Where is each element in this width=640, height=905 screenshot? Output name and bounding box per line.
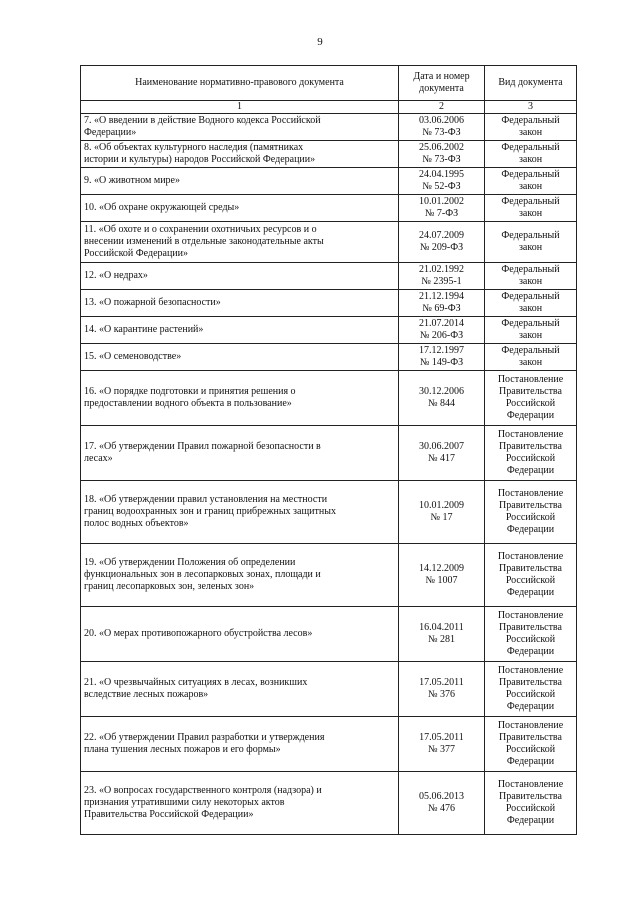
document-name-cell bbox=[81, 317, 399, 344]
cell-text-line: 21.07.2014 bbox=[419, 318, 464, 329]
cell-text-line: № 1007 bbox=[425, 575, 458, 586]
date-number-cell bbox=[399, 344, 485, 371]
cell-text-line: Российской bbox=[505, 575, 556, 586]
cell-text-line: закон bbox=[518, 154, 543, 165]
cell-text-line: Постановление bbox=[497, 374, 564, 385]
cell-text-line: Российской bbox=[505, 634, 556, 645]
document-type-cell bbox=[485, 168, 577, 195]
cell-text-line: № 69-ФЗ bbox=[422, 303, 461, 314]
document-type-cell bbox=[485, 195, 577, 222]
document-type-cell bbox=[485, 662, 577, 717]
cell-text-line: Постановление bbox=[497, 429, 564, 440]
cell-text-line: 21.12.1994 bbox=[419, 291, 464, 302]
page-number: 9 bbox=[317, 36, 323, 48]
document-type-cell bbox=[485, 481, 577, 544]
document-type-cell bbox=[485, 141, 577, 168]
cell-text-line: закон bbox=[518, 242, 543, 253]
cell-text-line: Федеральный bbox=[501, 196, 560, 207]
date-number-cell bbox=[399, 195, 485, 222]
legal-documents-table bbox=[80, 65, 577, 835]
document-name-cell bbox=[81, 717, 399, 772]
cell-text-line: Федеральный bbox=[501, 115, 560, 126]
cell-text-line: полос водных объектов» bbox=[84, 518, 189, 529]
cell-text-line: Федерации bbox=[506, 465, 555, 476]
document-name-cell bbox=[81, 168, 399, 195]
cell-text-line: № 417 bbox=[427, 453, 456, 464]
date-number-cell bbox=[399, 426, 485, 481]
cell-text-line: закон bbox=[518, 208, 543, 219]
cell-text-line: № 206-ФЗ bbox=[419, 330, 464, 341]
table-header-row bbox=[81, 66, 577, 101]
document-name-cell bbox=[81, 662, 399, 717]
document-type-cell bbox=[485, 717, 577, 772]
cell-text-line: 03.06.2006 bbox=[419, 115, 464, 126]
cell-text-line: вследствие лесных пожаров» bbox=[84, 689, 209, 700]
cell-text-line: Российской Федерации» bbox=[84, 248, 189, 259]
cell-text-line: 30.12.2006 bbox=[419, 386, 464, 397]
cell-text-line: 14.12.2009 bbox=[419, 563, 464, 574]
cell-text-line: Федерации bbox=[506, 756, 555, 767]
document-name-cell bbox=[81, 772, 399, 835]
cell-text-line: 13. «О пожарной безопасности» bbox=[84, 297, 221, 308]
cell-text-line: Федеральный bbox=[501, 291, 560, 302]
cell-text-line: 17.05.2011 bbox=[419, 677, 464, 688]
cell-text-line: № 377 bbox=[427, 744, 456, 755]
table-row bbox=[81, 544, 577, 607]
date-number-cell bbox=[399, 168, 485, 195]
document-name-cell bbox=[81, 222, 399, 263]
document-type-cell bbox=[485, 317, 577, 344]
table-row bbox=[81, 263, 577, 290]
cell-text-line: Правительства bbox=[499, 732, 562, 743]
cell-text-line: Федерации» bbox=[84, 127, 137, 138]
cell-text-line: Постановление bbox=[497, 610, 564, 621]
table-row bbox=[81, 662, 577, 717]
date-number-cell bbox=[399, 607, 485, 662]
cell-text-line: признания утратившими силу некоторых актов bbox=[84, 797, 285, 808]
cell-text-line: закон bbox=[518, 276, 543, 287]
cell-text-line: плана тушения лесных пожаров и его формы» bbox=[84, 744, 281, 755]
cell-text-line: Постановление bbox=[497, 488, 564, 499]
cell-text-line: Федеральный bbox=[501, 345, 560, 356]
date-number-cell bbox=[399, 662, 485, 717]
table-row bbox=[81, 426, 577, 481]
table-row bbox=[81, 607, 577, 662]
date-number-cell bbox=[399, 481, 485, 544]
cell-text-line: лесах» bbox=[84, 453, 113, 464]
date-number-cell bbox=[399, 371, 485, 426]
cell-text-line: 21. «О чрезвычайных ситуациях в лесах, возникших bbox=[84, 677, 308, 688]
cell-text-line: Постановление bbox=[497, 665, 564, 676]
document-name-cell bbox=[81, 344, 399, 371]
table-row bbox=[81, 344, 577, 371]
cell-text-line: Правительства bbox=[499, 500, 562, 511]
table-row bbox=[81, 290, 577, 317]
cell-text-line: Российской bbox=[505, 453, 556, 464]
column-number: 2 bbox=[399, 101, 485, 114]
cell-text-line: № 281 bbox=[427, 634, 456, 645]
cell-text-line: Федерации bbox=[506, 815, 555, 826]
document-type-cell bbox=[485, 263, 577, 290]
cell-text-line: Федеральный bbox=[501, 318, 560, 329]
table-row bbox=[81, 195, 577, 222]
cell-text-line: 21.02.1992 bbox=[419, 264, 464, 275]
document-name-cell bbox=[81, 371, 399, 426]
cell-text-line: 8. «Об объектах культурного наследия (памятниках bbox=[84, 142, 304, 153]
cell-text-line: 05.06.2013 bbox=[419, 791, 464, 802]
cell-text-line: Правительства bbox=[499, 677, 562, 688]
cell-text-line: внесении изменений в отдельные законодательные акты bbox=[84, 236, 324, 247]
document-type-cell bbox=[485, 114, 577, 141]
cell-text-line: № 376 bbox=[427, 689, 456, 700]
table-row bbox=[81, 772, 577, 835]
table-row bbox=[81, 141, 577, 168]
cell-text-line: 15. «О семеноводстве» bbox=[84, 351, 182, 362]
cell-text-line: 7. «О введении в действие Водного кодекса Российской bbox=[84, 115, 321, 126]
document-name-cell bbox=[81, 195, 399, 222]
cell-text-line: 19. «Об утверждении Положения об определении bbox=[84, 557, 296, 568]
cell-text-line: 24.07.2009 bbox=[419, 230, 464, 241]
cell-text-line: Федерации bbox=[506, 701, 555, 712]
document-name-cell bbox=[81, 141, 399, 168]
date-number-cell bbox=[399, 544, 485, 607]
cell-text-line: границ водоохранных зон и границ прибрежных защитных bbox=[84, 506, 336, 517]
cell-text-line: закон bbox=[518, 357, 543, 368]
cell-text-line: № 52-ФЗ bbox=[422, 181, 461, 192]
cell-text-line: 18. «Об утверждении правил установления на местности bbox=[84, 494, 328, 505]
cell-text-line: № 7-ФЗ bbox=[424, 208, 459, 219]
cell-text-line: Правительства bbox=[499, 441, 562, 452]
date-number-cell bbox=[399, 317, 485, 344]
cell-text-line: 10.01.2009 bbox=[419, 500, 464, 511]
document-type-cell bbox=[485, 290, 577, 317]
cell-text-line: № 2395-1 bbox=[421, 276, 462, 287]
cell-text-line: 14. «О карантине растений» bbox=[84, 324, 204, 335]
cell-text-line: 10.01.2002 bbox=[419, 196, 464, 207]
column-number: 1 bbox=[81, 101, 399, 114]
cell-text-line: 9. «О животном мире» bbox=[84, 175, 180, 186]
cell-text-line: закон bbox=[518, 330, 543, 341]
cell-text-line: 12. «О недрах» bbox=[84, 270, 148, 281]
document-name-cell bbox=[81, 426, 399, 481]
cell-text-line: Федеральный bbox=[501, 264, 560, 275]
document-type-cell bbox=[485, 426, 577, 481]
column-number: 3 bbox=[485, 101, 577, 114]
document-name-cell bbox=[81, 607, 399, 662]
document-name-cell bbox=[81, 481, 399, 544]
cell-text-line: № 73-ФЗ bbox=[422, 154, 461, 165]
cell-text-line: Российской bbox=[505, 398, 556, 409]
document-name-cell bbox=[81, 114, 399, 141]
table-row bbox=[81, 717, 577, 772]
cell-text-line: № 476 bbox=[427, 803, 456, 814]
date-number-cell bbox=[399, 290, 485, 317]
cell-text-line: Федерации bbox=[506, 587, 555, 598]
cell-text-line: 16.04.2011 bbox=[419, 622, 464, 633]
cell-text-line: 23. «О вопросах государственного контроля (надзора) и bbox=[84, 785, 322, 796]
header-document-type: Вид документа bbox=[485, 66, 577, 101]
document-name-cell bbox=[81, 263, 399, 290]
cell-text-line: 30.06.2007 bbox=[419, 441, 464, 452]
cell-text-line: 17.12.1997 bbox=[419, 345, 464, 356]
table-row bbox=[81, 168, 577, 195]
header-document-name: Наименование нормативно-правового документа bbox=[81, 66, 399, 101]
date-number-cell bbox=[399, 114, 485, 141]
date-number-cell bbox=[399, 772, 485, 835]
document-type-cell bbox=[485, 607, 577, 662]
cell-text-line: Российской bbox=[505, 512, 556, 523]
cell-text-line: Постановление bbox=[497, 551, 564, 562]
cell-text-line: Правительства bbox=[499, 563, 562, 574]
table-row bbox=[81, 114, 577, 141]
table-row bbox=[81, 481, 577, 544]
cell-text-line: Федерации bbox=[506, 410, 555, 421]
document-type-cell bbox=[485, 772, 577, 835]
cell-text-line: предоставлении водного объекта в пользование» bbox=[84, 398, 292, 409]
date-number-cell bbox=[399, 263, 485, 290]
date-number-cell bbox=[399, 717, 485, 772]
cell-text-line: функциональных зон в лесопарковых зонах, площади и bbox=[84, 569, 321, 580]
cell-text-line: Федеральный bbox=[501, 142, 560, 153]
cell-text-line: Российской bbox=[505, 803, 556, 814]
cell-text-line: № 209-ФЗ bbox=[419, 242, 464, 253]
cell-text-line: 10. «Об охране окружающей среды» bbox=[84, 202, 240, 213]
document-type-cell bbox=[485, 544, 577, 607]
date-number-cell bbox=[399, 222, 485, 263]
table-row bbox=[81, 222, 577, 263]
cell-text-line: Правительства Российской Федерации» bbox=[84, 809, 254, 820]
cell-text-line: 24.04.1995 bbox=[419, 169, 464, 180]
cell-text-line: закон bbox=[518, 181, 543, 192]
table-row bbox=[81, 371, 577, 426]
cell-text-line: Правительства bbox=[499, 622, 562, 633]
cell-text-line: Федерации bbox=[506, 524, 555, 535]
cell-text-line: закон bbox=[518, 303, 543, 314]
cell-text-line: Российской bbox=[505, 689, 556, 700]
cell-text-line: Федеральный bbox=[501, 169, 560, 180]
document-type-cell bbox=[485, 371, 577, 426]
column-number-row bbox=[81, 101, 577, 114]
header-date-number: Дата и номер документа bbox=[399, 66, 485, 101]
cell-text-line: Постановление bbox=[497, 720, 564, 731]
cell-text-line: 22. «Об утверждении Правил разработки и утверждения bbox=[84, 732, 325, 743]
cell-text-line: Постановление bbox=[497, 779, 564, 790]
document-name-cell bbox=[81, 290, 399, 317]
cell-text-line: истории и культуры) народов Российской Федерации» bbox=[84, 154, 316, 165]
cell-text-line: закон bbox=[518, 127, 543, 138]
cell-text-line: Федерации bbox=[506, 646, 555, 657]
cell-text-line: Российской bbox=[505, 744, 556, 755]
cell-text-line: № 73-ФЗ bbox=[422, 127, 461, 138]
cell-text-line: 16. «О порядке подготовки и принятия решения о bbox=[84, 386, 296, 397]
cell-text-line: № 149-ФЗ bbox=[419, 357, 464, 368]
document-name-cell bbox=[81, 544, 399, 607]
cell-text-line: границ лесопарковых зон, зеленых зон» bbox=[84, 581, 255, 592]
cell-text-line: 17. «Об утверждении Правил пожарной безопасности в bbox=[84, 441, 321, 452]
cell-text-line: 25.06.2002 bbox=[419, 142, 464, 153]
cell-text-line: Правительства bbox=[499, 386, 562, 397]
cell-text-line: 17.05.2011 bbox=[419, 732, 464, 743]
document-type-cell bbox=[485, 344, 577, 371]
cell-text-line: Правительства bbox=[499, 791, 562, 802]
cell-text-line: 20. «О мерах противопожарного обустройства лесов» bbox=[84, 628, 313, 639]
cell-text-line: № 17 bbox=[430, 512, 453, 523]
table-row bbox=[81, 317, 577, 344]
cell-text-line: 11. «Об охоте и о сохранении охотничьих ресурсов и о bbox=[84, 224, 317, 235]
date-number-cell bbox=[399, 141, 485, 168]
cell-text-line: № 844 bbox=[427, 398, 456, 409]
cell-text-line: Федеральный bbox=[501, 230, 560, 241]
document-type-cell bbox=[485, 222, 577, 263]
